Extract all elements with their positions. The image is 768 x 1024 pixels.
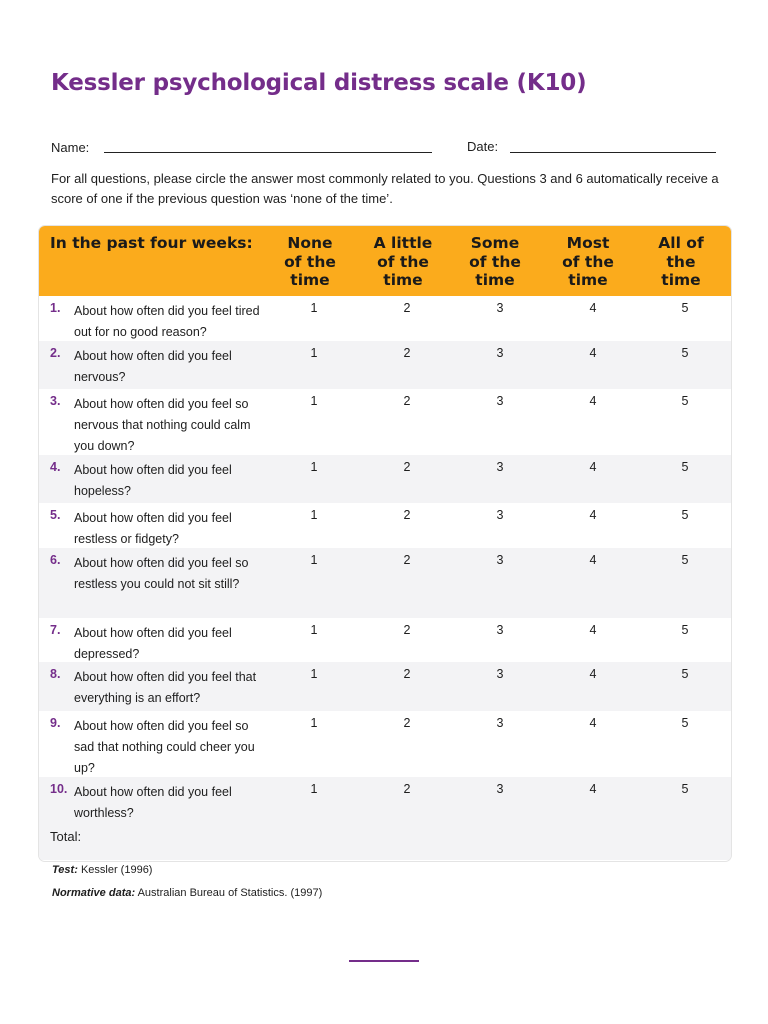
- score-option[interactable]: 1: [310, 346, 318, 360]
- score-option[interactable]: 2: [403, 667, 411, 681]
- column-header-some: Some of the time: [469, 234, 521, 289]
- question-number: 3.: [50, 394, 61, 408]
- score-option[interactable]: 1: [310, 782, 318, 796]
- score-option[interactable]: 4: [589, 508, 597, 522]
- score-option[interactable]: 3: [496, 782, 504, 796]
- question-text: About how often did you feel tired out for no good reason?: [74, 304, 260, 339]
- question-text: About how often did you feel restless or fidgety?: [74, 511, 232, 546]
- table-row: [39, 618, 731, 662]
- question-number: 6.: [50, 553, 61, 567]
- score-option[interactable]: 4: [589, 623, 597, 637]
- table-row: [39, 503, 731, 548]
- table-row: [39, 296, 731, 341]
- score-option[interactable]: 3: [496, 460, 504, 474]
- score-option[interactable]: 4: [589, 553, 597, 567]
- score-option[interactable]: 2: [403, 508, 411, 522]
- header-label: In the past four weeks:: [50, 234, 253, 252]
- score-option[interactable]: 1: [310, 716, 318, 730]
- score-option[interactable]: 2: [403, 346, 411, 360]
- score-option[interactable]: 5: [681, 782, 689, 796]
- question-text: About how often did you feel worthless?: [74, 785, 232, 820]
- score-option[interactable]: 1: [310, 394, 318, 408]
- score-option[interactable]: 1: [310, 301, 318, 315]
- question-text: About how often did you feel nervous?: [74, 349, 232, 384]
- score-option[interactable]: 4: [589, 394, 597, 408]
- score-option[interactable]: 2: [403, 782, 411, 796]
- score-option[interactable]: 4: [589, 667, 597, 681]
- column-header-none: None of the time: [284, 234, 336, 289]
- normative-source: [52, 887, 322, 899]
- table-row: [39, 548, 731, 618]
- score-option[interactable]: 5: [681, 394, 689, 408]
- total-label: Total:: [50, 829, 82, 844]
- score-option[interactable]: 1: [310, 667, 318, 681]
- score-option[interactable]: 3: [496, 508, 504, 522]
- question-text: About how often did you feel so restless you could not sit still?: [74, 556, 249, 591]
- score-option[interactable]: 4: [589, 460, 597, 474]
- question-number: 1.: [50, 301, 61, 315]
- normative-label: Normative data:: [52, 887, 136, 899]
- score-option[interactable]: 5: [681, 623, 689, 637]
- table-row: [39, 341, 731, 389]
- instructions-text: For all questions, please circle the answer most commonly related to you. Questions 3 and 6 automatically receive a score of one if the previous question was ‘none of the time’.: [51, 171, 719, 206]
- score-option[interactable]: 2: [403, 716, 411, 730]
- score-option[interactable]: 3: [496, 667, 504, 681]
- page-title: Kessler psychological distress scale (K10): [51, 70, 587, 96]
- score-option[interactable]: 5: [681, 508, 689, 522]
- score-option[interactable]: 1: [310, 553, 318, 567]
- question-text: About how often did you feel that everything is an effort?: [74, 670, 257, 705]
- score-option[interactable]: 5: [681, 460, 689, 474]
- score-option[interactable]: 1: [310, 508, 318, 522]
- column-header-most: Most of the time: [562, 234, 614, 289]
- total-row: [39, 824, 731, 860]
- score-option[interactable]: 5: [681, 346, 689, 360]
- score-option[interactable]: 4: [589, 782, 597, 796]
- question-text: About how often did you feel depressed?: [74, 626, 232, 661]
- normative-value: Australian Bureau of Statistics. (1997): [137, 887, 323, 899]
- table-row: [39, 777, 731, 824]
- column-header-a-little: A little of the time: [373, 234, 433, 289]
- score-option[interactable]: 3: [496, 346, 504, 360]
- table-row: [39, 711, 731, 777]
- question-number: 10.: [50, 782, 68, 796]
- test-label: Test:: [52, 864, 78, 876]
- table-row: [39, 389, 731, 455]
- table-row: [39, 662, 731, 711]
- question-number: 7.: [50, 623, 61, 637]
- test-value: Kessler (1996): [80, 864, 153, 876]
- score-option[interactable]: 4: [589, 301, 597, 315]
- score-option[interactable]: 4: [589, 346, 597, 360]
- score-option[interactable]: 5: [681, 716, 689, 730]
- score-option[interactable]: 3: [496, 716, 504, 730]
- question-text: About how often did you feel hopeless?: [74, 463, 232, 498]
- table-header: [39, 226, 731, 296]
- date-field[interactable]: [510, 152, 716, 153]
- score-option[interactable]: 2: [403, 623, 411, 637]
- question-number: 5.: [50, 508, 61, 522]
- question-number: 2.: [50, 346, 61, 360]
- score-option[interactable]: 3: [496, 394, 504, 408]
- score-option[interactable]: 3: [496, 553, 504, 567]
- question-text: About how often did you feel so nervous that nothing could calm you down?: [74, 397, 251, 453]
- score-option[interactable]: 3: [496, 623, 504, 637]
- question-text: About how often did you feel so sad that nothing could cheer you up?: [74, 719, 255, 775]
- date-label: Date:: [467, 139, 499, 154]
- score-option[interactable]: 2: [403, 301, 411, 315]
- score-option[interactable]: 1: [310, 460, 318, 474]
- question-number: 8.: [50, 667, 61, 681]
- k10-table: [38, 225, 732, 862]
- score-option[interactable]: 5: [681, 667, 689, 681]
- score-option[interactable]: 2: [403, 394, 411, 408]
- table-row: [39, 455, 731, 503]
- test-source: [52, 864, 152, 876]
- score-option[interactable]: 5: [681, 553, 689, 567]
- score-option[interactable]: 5: [681, 301, 689, 315]
- score-option[interactable]: 1: [310, 623, 318, 637]
- name-label: Name:: [51, 140, 90, 155]
- score-option[interactable]: 4: [589, 716, 597, 730]
- score-option[interactable]: 3: [496, 301, 504, 315]
- question-number: 9.: [50, 716, 61, 730]
- score-option[interactable]: 2: [403, 553, 411, 567]
- score-option[interactable]: 2: [403, 460, 411, 474]
- footer-divider: [349, 960, 419, 962]
- question-number: 4.: [50, 460, 61, 474]
- column-header-all: All of the time: [658, 234, 704, 289]
- name-field[interactable]: [104, 152, 432, 153]
